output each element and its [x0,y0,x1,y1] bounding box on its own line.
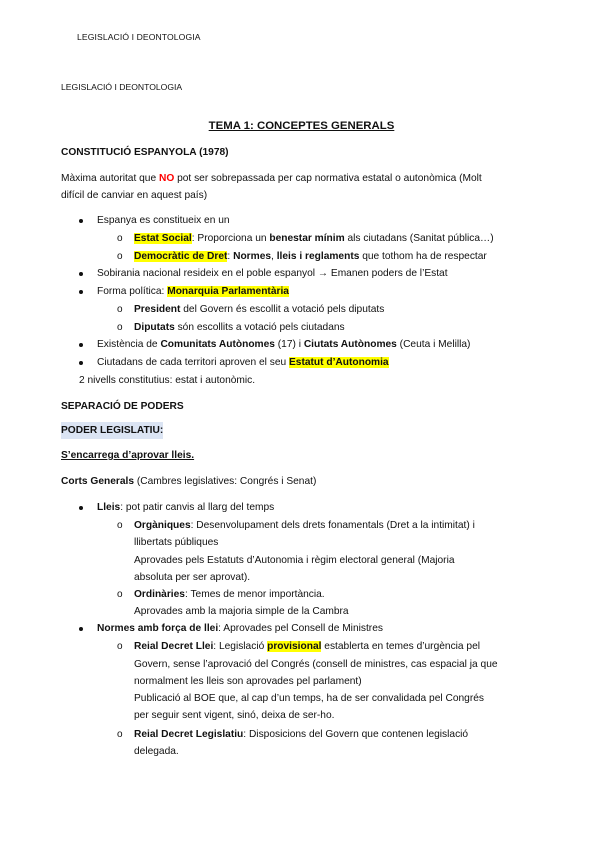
sub-bullet: o [117,589,123,600]
sub-bullet: o [117,233,123,244]
section-poder-legislatiu: PODER LEGISLATIU: [61,422,163,439]
bullet-normes: Normes amb força de llei: Aprovades pel Consell de Ministres [97,623,383,634]
bullet-dot [79,361,83,365]
sub-rdl-l3: normalment les lleis son aprovades pel parlament) [134,676,362,687]
bullet-sobirania: Sobirania nacional resideix en el poble espanyol → Emanen poders de l’Estat [97,268,448,279]
bullet-lleis: Lleis: pot patir canvis al llarg del temps [97,502,275,513]
sub-reial-decret-legislatiu: Reial Decret Legislatiu: Disposicions del Govern que contenen legislació [134,729,469,740]
sub-ordinaries: Ordinàries: Temes de menor importància. [134,589,325,600]
paragraph-nivells: 2 nivells constitutius: estat i autonòmic. [79,375,256,386]
document-subheader: LEGISLACIÓ I DEONTOLOGIA [61,82,183,92]
sub-bullet: o [117,322,123,333]
bullet-espanya: Espanya es constitueix en un [97,215,230,226]
bullet-ciutadans: Ciutadans de cada territori aproven el seu Estatut d’Autonomia [97,357,389,368]
sub-organiques-l2: llibertats públiques [134,537,219,548]
sub-bullet: o [117,520,123,531]
bullet-dot [79,219,83,223]
sub-bullet: o [117,641,123,652]
bullet-dot [79,343,83,347]
paragraph-maxima-cont: difícil de canviar en aquest país) [61,190,208,201]
page-header: LEGISLACIÓ I DEONTOLOGIA [77,32,201,42]
sub-rdleg-l2: delegada. [134,746,179,757]
sub-bullet: o [117,304,123,315]
section-constitucio: CONSTITUCIÓ ESPANYOLA (1978) [61,147,229,158]
sub-bullet: o [117,729,123,740]
section-separacio: SEPARACIÓ DE PODERS [61,401,184,412]
sub-rdl-l5: per seguir sent vigent, sinó, deixa de ser-ho. [134,710,335,721]
sub-president: President del Govern és escollit a votació pels diputats [134,304,385,315]
sub-organiques-l3: Aprovades pels Estatuts d’Autonomia i règim electoral general (Majoria [134,555,455,566]
sub-estat-social: Estat Social: Proporciona un benestar mínim als ciutadans (Sanitat pública…) [134,233,494,244]
sub-organiques-l4: absoluta per ser aprovat). [134,572,251,583]
sub-organiques: Orgàniques: Desenvolupament dels drets fonamentals (Dret a la intimitat) i [134,520,475,531]
page-title: TEMA 1: CONCEPTES GENERALS [208,120,395,132]
sub-bullet: o [117,251,123,262]
bullet-dot [79,290,83,294]
bullet-dot [79,506,83,510]
paragraph-maxima: Màxima autoritat que NO pot ser sobrepassada per cap normativa estatal o autonòmica (Molt [61,173,482,184]
paragraph-encarrega: S’encarrega d’aprovar lleis. [61,450,195,461]
paragraph-corts: Corts Generals (Cambres legislatives: Congrés i Senat) [61,476,317,487]
bullet-forma-politica: Forma política: Monarquia Parlamentària [97,286,289,297]
sub-rdl-l4: Publicació al BOE que, al cap d’un temps, ha de ser convalidada pel Congrés [134,693,484,704]
sub-ordinaries-l2: Aprovades amb la majoria simple de la Cambra [134,606,349,617]
sub-diputats: Diputats són escollits a votació pels ciutadans [134,322,345,333]
bullet-comunitats: Existència de Comunitats Autònomes (17) i Ciutats Autònomes (Ceuta i Melilla) [97,339,471,350]
sub-reial-decret-llei: Reial Decret Llei: Legislació provisional establerta en temes d’urgència pel [134,641,481,652]
sub-rdl-l2: Govern, sense l’aprovació del Congrés (consell de ministres, cas espacial ja que [134,659,498,670]
bullet-dot [79,627,83,631]
sub-democratic: Democràtic de Dret: Normes, lleis i reglaments que tothom ha de respectar [134,251,487,262]
bullet-dot [79,272,83,276]
